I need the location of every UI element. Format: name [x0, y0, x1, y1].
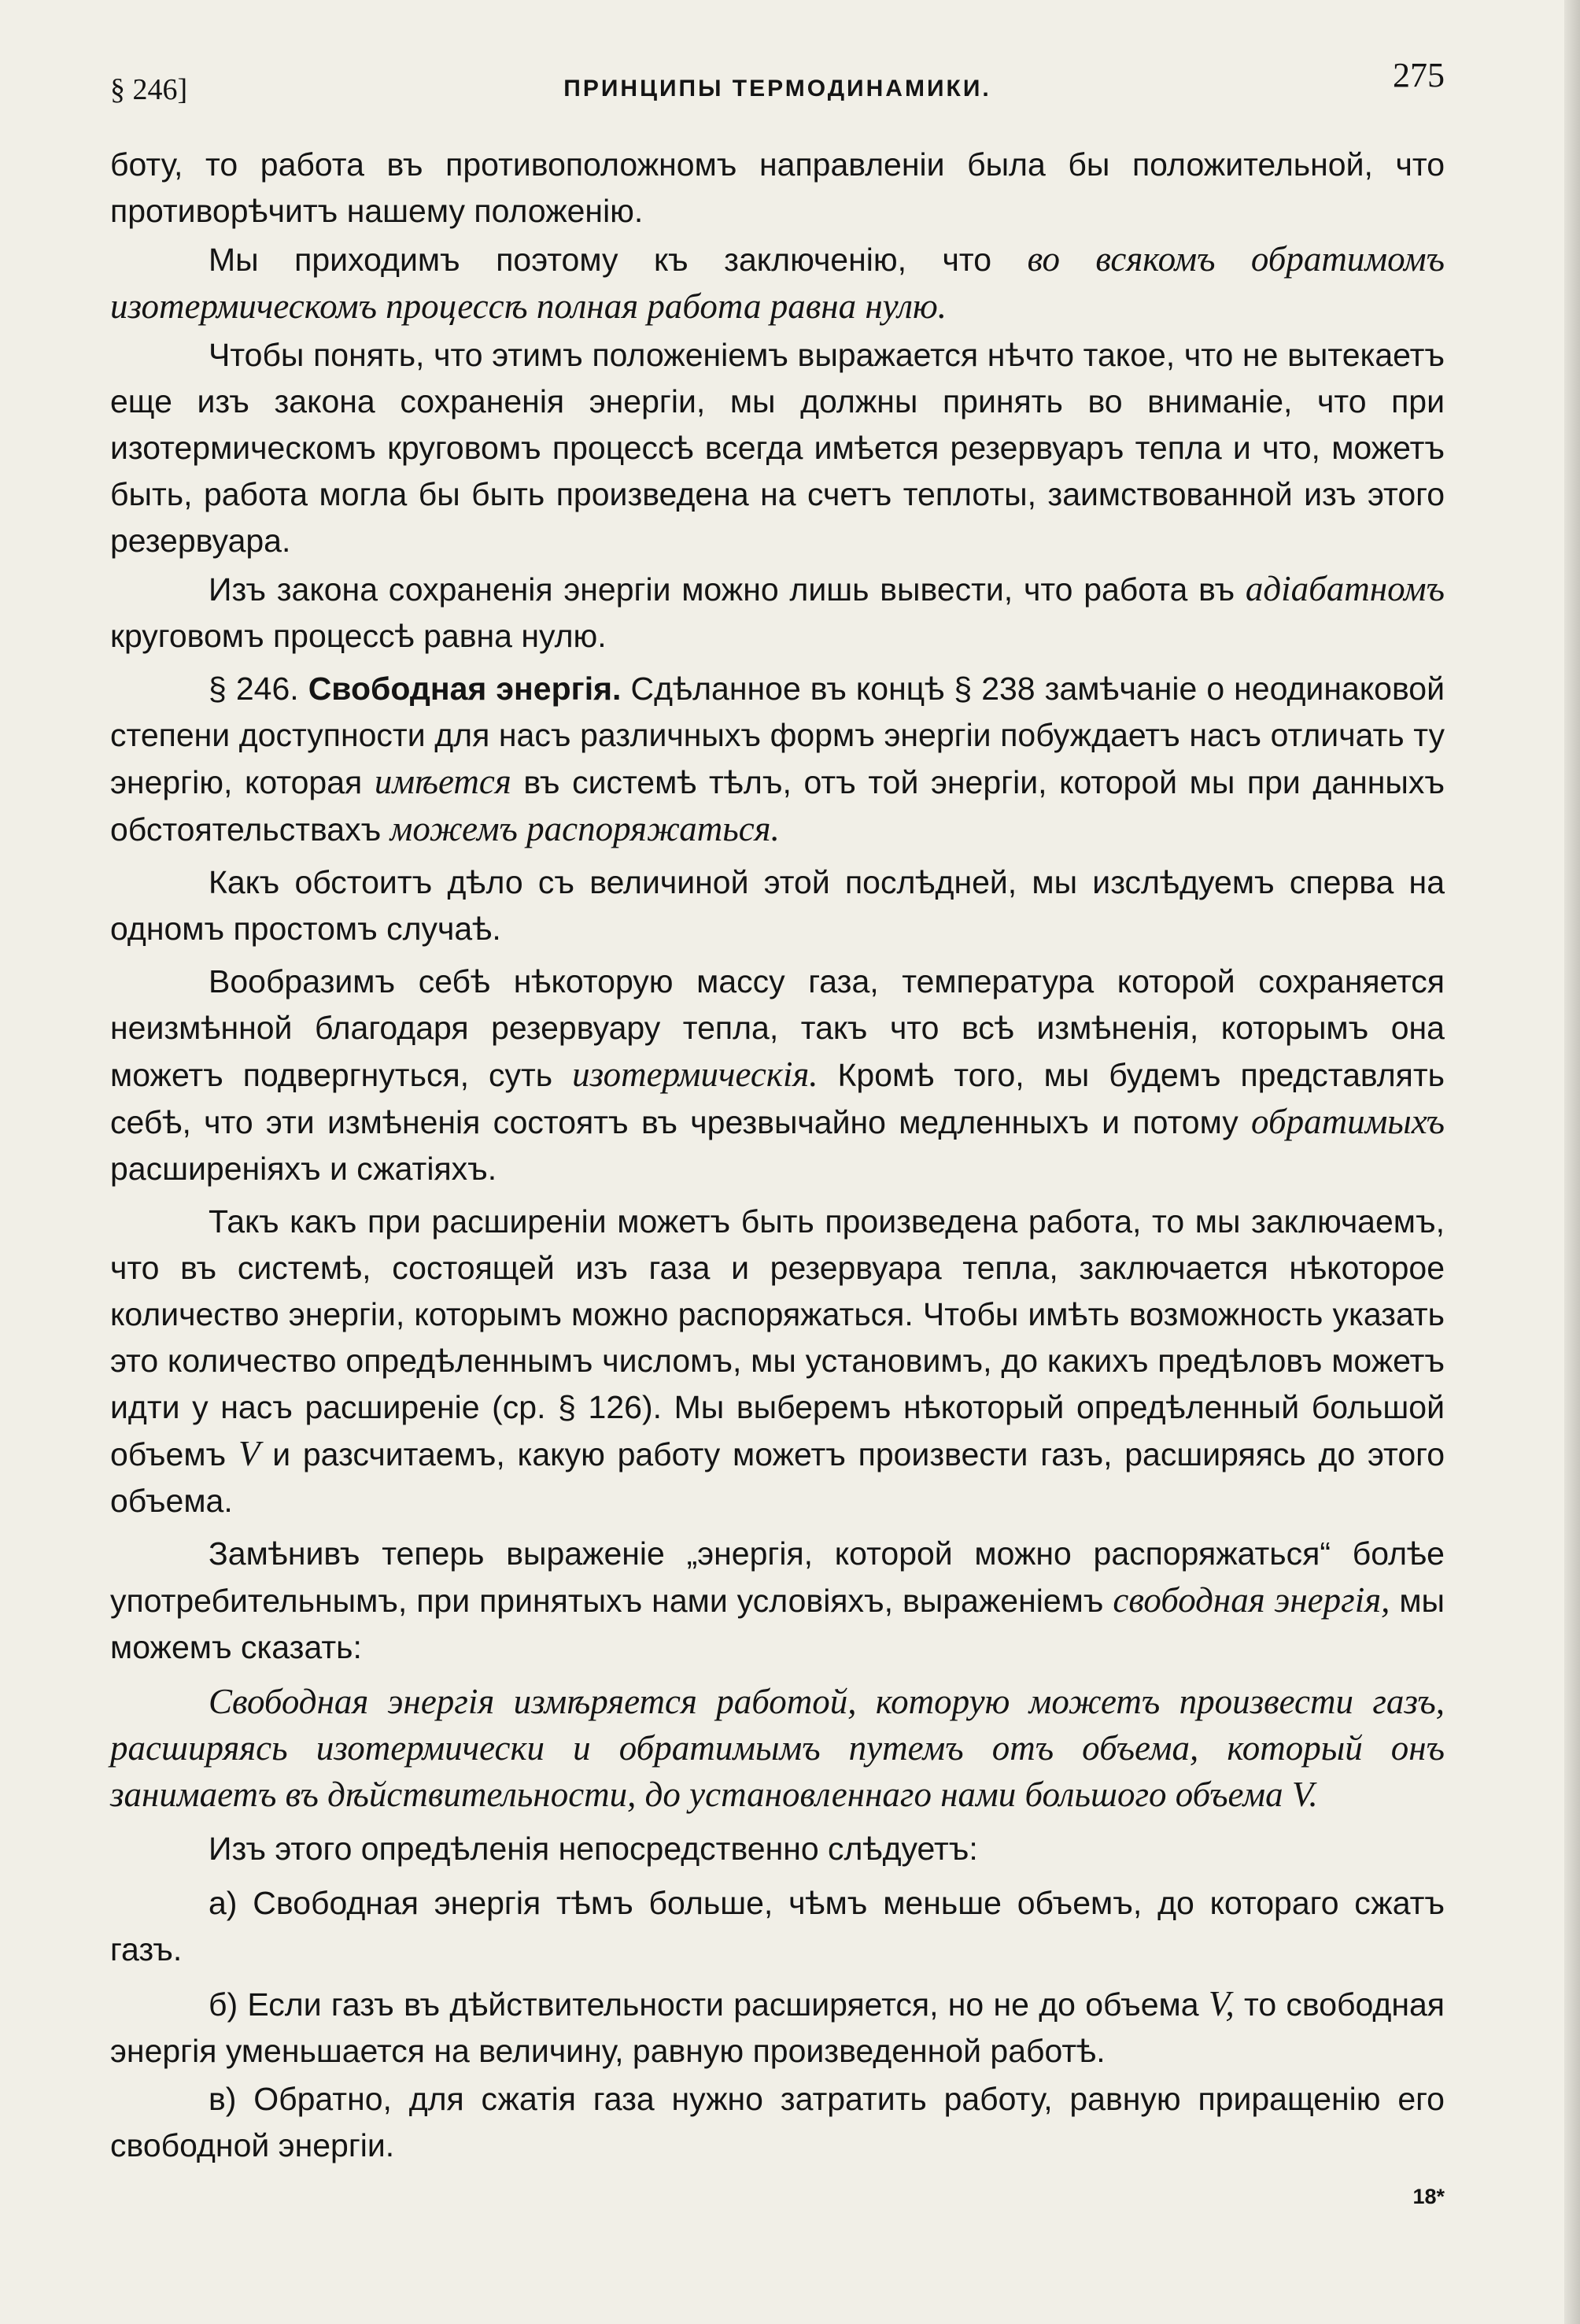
paragraph-gas-mass [110, 959, 1445, 1192]
symbol-v: V, [1208, 1984, 1235, 2023]
paragraph-text: Изъ закона сохраненія энергіи можно лишь вывести, что работа въ [209, 571, 1246, 608]
paragraph-conclusion [110, 236, 1445, 331]
paragraph-text: Вообразимъ себѣ нѣкоторую массу газа, температура которой сохраняется неизмѣнной благодаря резервуару тепла, такъ что всѣ измѣненія, которымъ она можетъ подвергнуться, суть [110, 963, 1445, 1093]
paragraph-text: Сдѣланное въ концѣ § 238 замѣчаніе о неодинаковой степени доступности для насъ различныхъ формъ энергіи побуждаетъ насъ отличать ту энергію, которая [110, 671, 1445, 800]
paragraph-text: и разсчитаемъ, какую работу можетъ произвести газъ, расширяясь до этого объема. [110, 1436, 1445, 1519]
definition-free-energy: Свободная энергія измѣряется работой, которую можетъ произвести газъ, расширяясь изотермически и обратимымъ путемъ отъ объема, который онъ занимаетъ въ дѣйствительности, до установленнаго нами большого объема V. [110, 1682, 1445, 1814]
section-heading: Свободная энергія. [308, 671, 622, 707]
running-title: ПРИНЦИПЫ ТЕРМОДИНАМИКИ. [563, 76, 991, 102]
paragraph-text: то свободная энергія уменьшается на величину, равную произведенной работѣ. [110, 1986, 1445, 2069]
emphasis-statement: во всякомъ обратимомъ изотермическомъ процессѣ полная работа равна нулю. [110, 239, 1445, 326]
symbol-v: V [238, 1434, 260, 1473]
paragraph-text: круговомъ процессѣ равна нулю. [110, 618, 607, 654]
section-number: § 246. [209, 671, 308, 707]
page-number: 275 [1393, 56, 1445, 94]
body-text [110, 142, 1445, 2169]
paragraph-text: расширеніяхъ и сжатіяхъ. [110, 1151, 497, 1187]
emphasis-term: адіабатномъ [1245, 569, 1445, 608]
section-246-paragraph [110, 666, 1445, 853]
paragraph-expansion-work [110, 1199, 1445, 1524]
emphasis-term: можемъ распоряжаться. [389, 809, 780, 848]
list-item-a: а) Свободная энергія тѣмъ больше, чѣмъ меньше объемъ, до котораго сжатъ газъ. [110, 1885, 1445, 1967]
emphasis-term: обратимыхъ [1251, 1102, 1445, 1141]
paragraph-text: Замѣнивъ теперь выраженіе „энергія, которой можно распоряжаться“ болѣе употребительнымъ, при принятыхъ нами условіяхъ, выраженіемъ [110, 1535, 1445, 1619]
paragraph-text: въ системѣ тѣлъ, отъ той энергіи, которой мы при данныхъ обстоятельствахъ [110, 764, 1445, 848]
paragraph-text: Мы приходимъ поэтому къ заключенію, что [209, 242, 1028, 278]
paragraph-text: мы можемъ сказать: [110, 1583, 1445, 1665]
emphasis-term: свободная энергія, [1113, 1580, 1390, 1620]
emphasis-term: имѣется [374, 762, 511, 801]
paragraph-continuation: боту, то работа въ противоположномъ направленіи была бы положительной, что противорѣчитъ нашему положенію. [110, 146, 1445, 229]
paragraph-text: Кромѣ того, мы будемъ представлять себѣ, что эти измѣненія состоятъ въ чрезвычайно медленныхъ и потому [110, 1057, 1445, 1140]
paragraph-text: б) Если газъ въ дѣйствительности расширяется, но не до объема [209, 1986, 1209, 2023]
list-item-b [110, 1981, 1445, 2075]
paragraph-free-energy-term [110, 1531, 1445, 1671]
page-edge-shadow [1564, 0, 1580, 2324]
paragraph-text: Такъ какъ при расширеніи можетъ быть произведена работа, то мы заключаемъ, что въ системѣ, состоящей изъ газа и резервуара тепла, заключается нѣкоторое количество энергіи, которымъ можно распоряжаться. Чтобы имѣть возможность указать это количество опредѣленнымъ числомъ, мы установимъ, до какихъ предѣловъ можетъ идти у насъ расширеніе (ср. § 126). Мы выберемъ нѣкоторый опредѣленный большой объемъ [110, 1203, 1445, 1472]
running-header [110, 49, 1445, 104]
section-reference: § 246] [110, 73, 188, 106]
emphasis-term: изотермическія. [572, 1055, 818, 1094]
paragraph-simple-case: Какъ обстоитъ дѣло съ величиной этой послѣдней, мы изслѣдуемъ сперва на одномъ простомъ случаѣ. [110, 864, 1445, 947]
paragraph-explanation: Чтобы понять, что этимъ положеніемъ выражается нѣчто такое, что не вытекаетъ еще изъ закона сохраненія энергіи, мы должны принять во вниманіе, что при изотермическомъ круговомъ процессѣ всегда имѣется резервуаръ тепла и что, можетъ быть, работа могла бы быть произведена на счетъ теплоты, заимствованной изъ этого резервуара. [110, 337, 1445, 559]
paragraph-adiabatic [110, 566, 1445, 660]
paragraph-consequences: Изъ этого опредѣленія непосредственно слѣдуетъ: [209, 1831, 978, 1867]
signature-mark: 18* [1412, 2185, 1445, 2208]
list-item-c: в) Обратно, для сжатія газа нужно затратить работу, равную приращенію его свободной энергіи. [110, 2081, 1445, 2163]
